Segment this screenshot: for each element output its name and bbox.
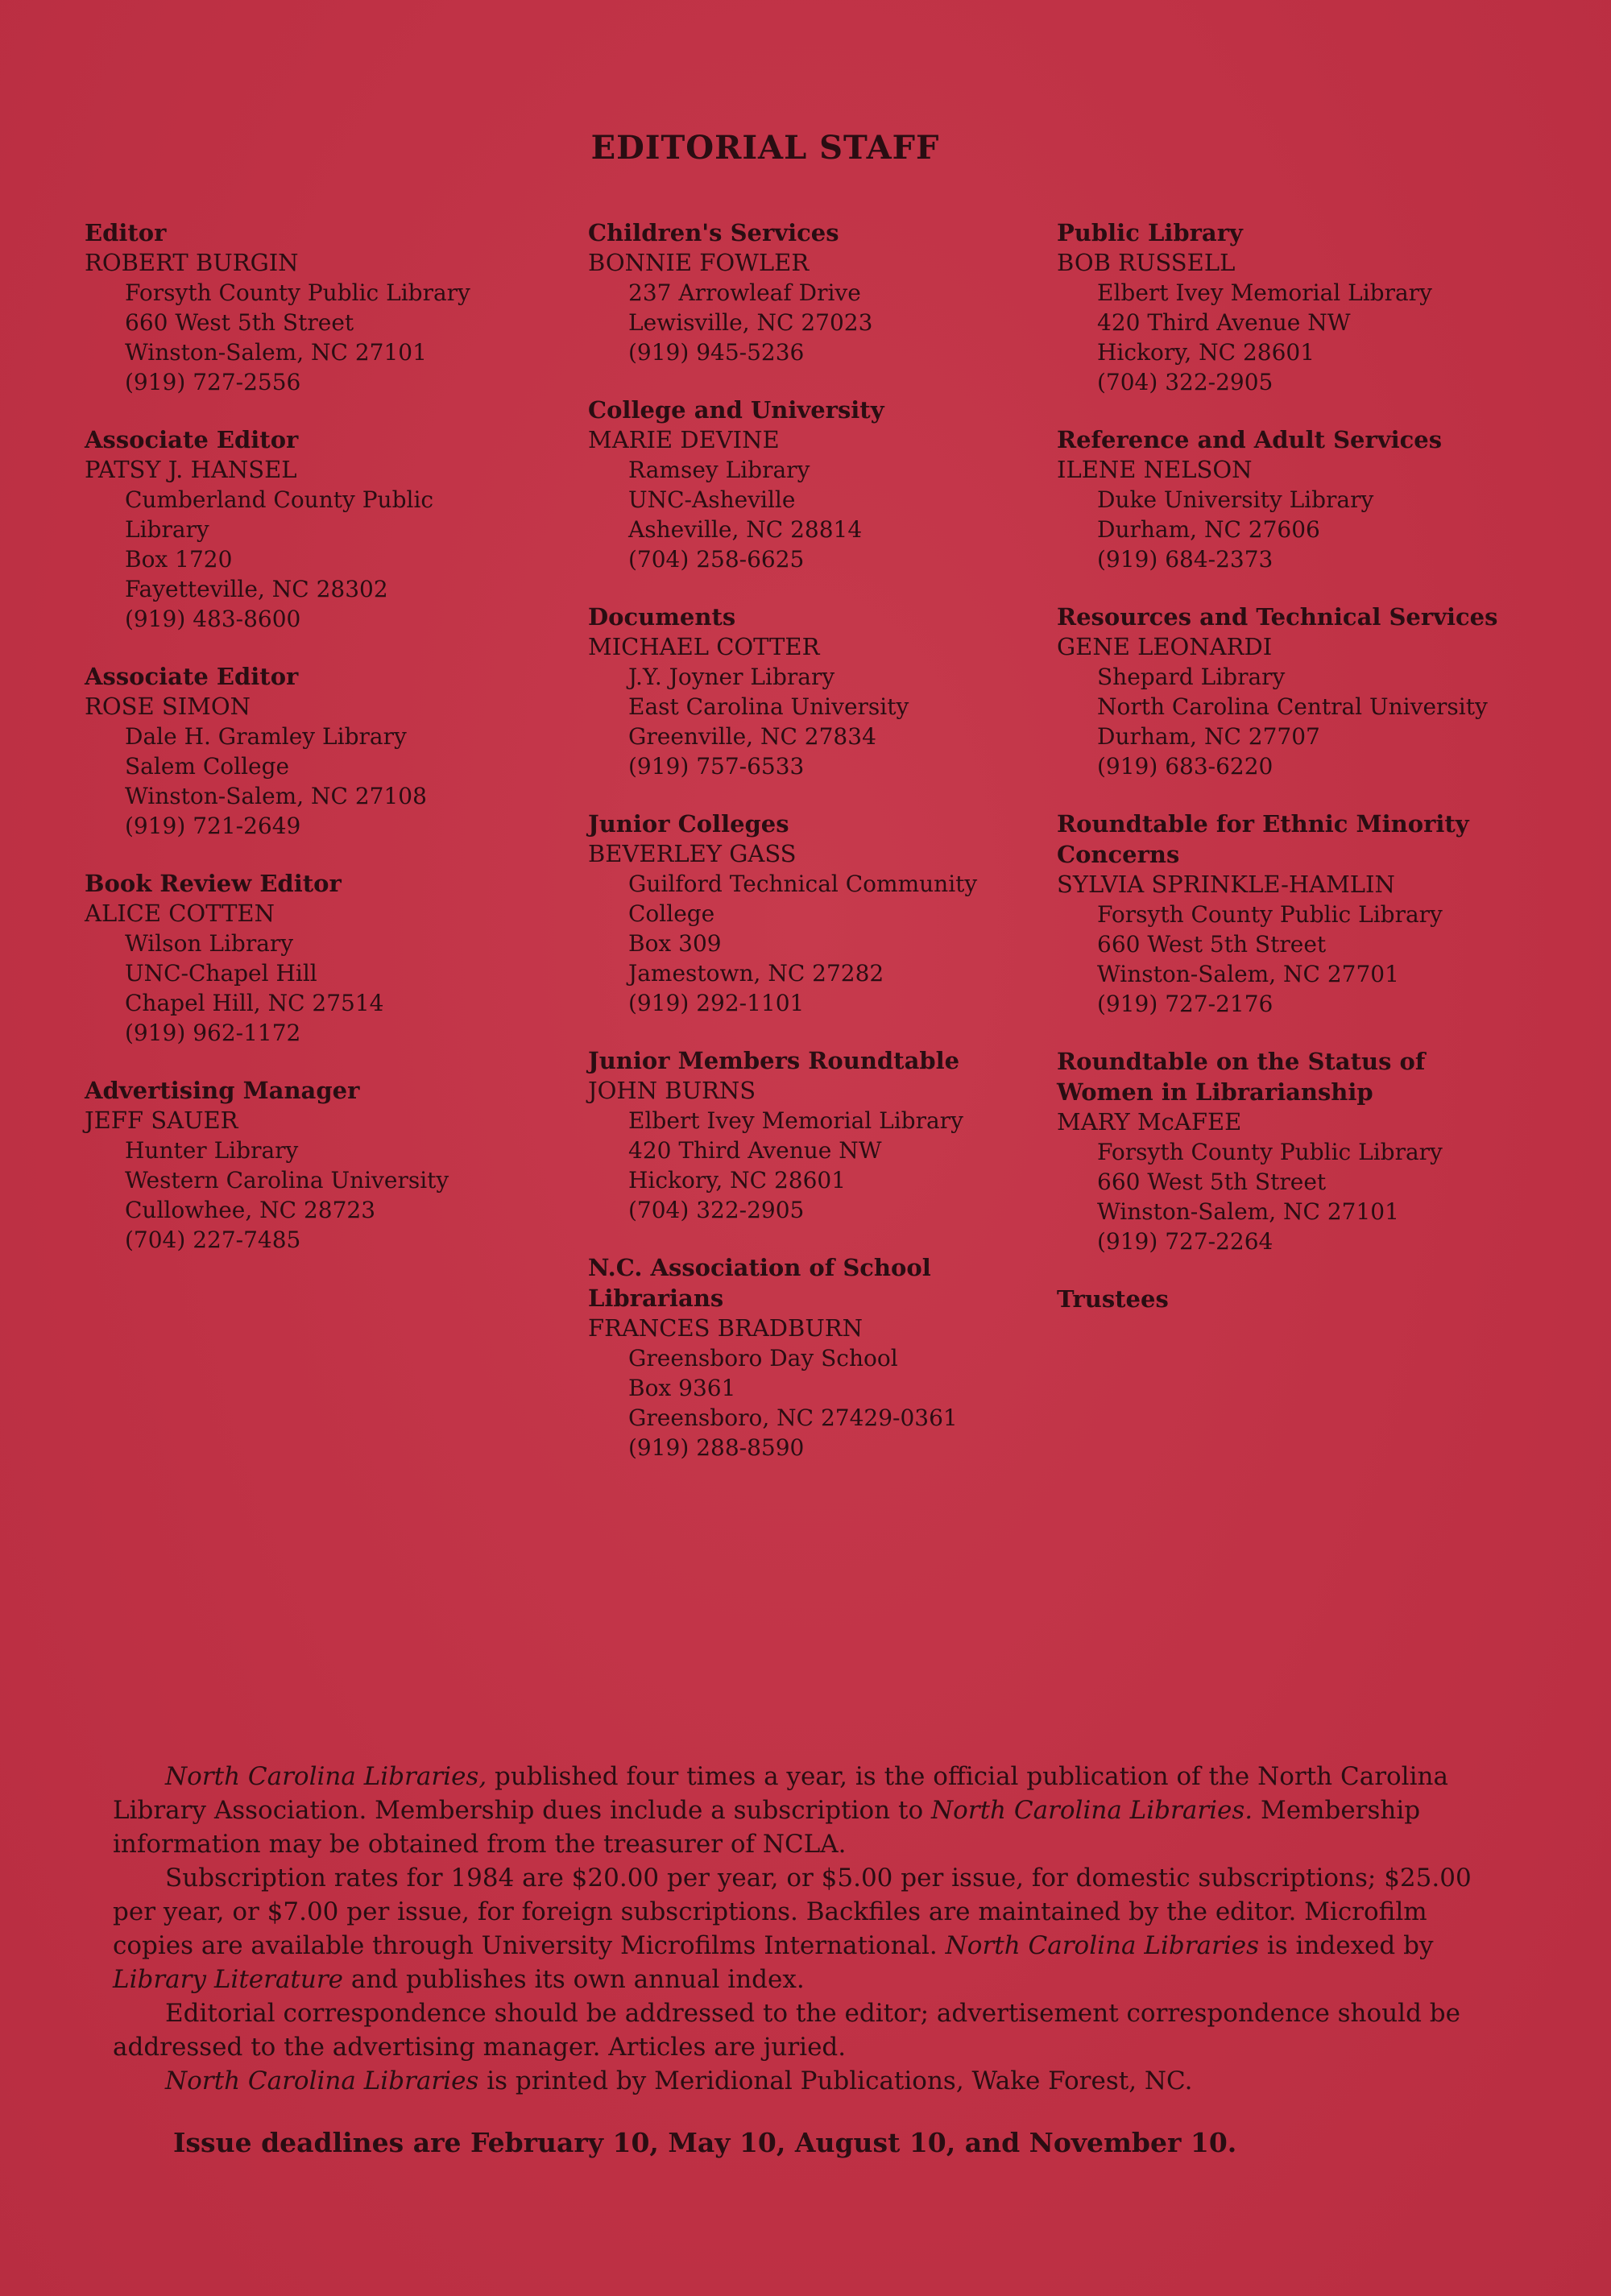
address-line: (919) 288-8590 <box>628 1434 805 1461</box>
address-line: Salem College <box>125 753 290 780</box>
section-heading: Editor <box>85 219 167 246</box>
journal-title: North Carolina Libraries. <box>930 1796 1253 1825</box>
paragraph-text: published four times a year, is the official publication of the North Carolina Library Association. Membership dues include a subscription to <box>113 1762 1448 1825</box>
address-line: Cullowhee, NC 28723 <box>125 1197 376 1223</box>
address-line: Elbert Ivey Memorial Library <box>628 1107 963 1134</box>
address-line: (919) 945-5236 <box>628 339 805 366</box>
section-heading: Roundtable on the Status of Women in Librarianship <box>1057 1048 1426 1106</box>
address-line: Durham, NC 27606 <box>1097 516 1320 543</box>
address-line: (919) 721-2649 <box>125 813 301 839</box>
journal-title: North Carolina Libraries <box>165 2066 479 2095</box>
staff-address <box>588 869 1039 1018</box>
address-line: Winston-Salem, NC 27701 <box>1097 961 1399 987</box>
section-heading: Trustees <box>1057 1285 1169 1313</box>
address-line: East Carolina University <box>628 693 909 720</box>
address-line: (704) 258-6625 <box>628 546 805 573</box>
section-heading: Reference and Adult Services <box>1057 426 1443 453</box>
section-heading: Children's Services <box>588 219 839 246</box>
section-heading: College and University <box>588 396 884 424</box>
address-line: UNC-Asheville <box>628 486 796 513</box>
staff-section <box>85 661 536 841</box>
staff-address <box>85 929 536 1048</box>
address-line: Dale H. Gramley Library <box>125 723 407 750</box>
address-line: Box 9361 <box>628 1375 736 1401</box>
staff-section <box>1057 217 1508 397</box>
address-line: Lewisville, NC 27023 <box>628 309 873 336</box>
publication-info <box>113 1760 1514 2098</box>
address-line: Library <box>125 516 209 543</box>
journal-title: North Carolina Libraries <box>945 1931 1259 1960</box>
section-heading: Book Review Editor <box>85 870 342 897</box>
paragraph-text: Membership information may be obtained from the treasurer of NCLA. <box>113 1796 1421 1859</box>
staff-address <box>85 1136 536 1255</box>
staff-address <box>85 278 536 397</box>
paragraph-text: Subscription rates for 1984 are $20.00 per year, or $5.00 per issue, for domestic subscriptions; $25.00 per year, or $7.00 per issue, for foreign subscriptions. Backfiles are maintained by the editor. Microfilm copies are available through University Microfilms International. <box>113 1864 1472 1960</box>
address-line: J.Y. Joyner Library <box>628 664 835 690</box>
journal-title: North Carolina Libraries, <box>165 1762 487 1791</box>
staff-section <box>85 424 536 634</box>
section-heading: Advertising Manager <box>85 1077 360 1104</box>
staff-address <box>588 1343 1039 1462</box>
address-line: Durham, NC 27707 <box>1097 723 1320 750</box>
address-line: (704) 322-2905 <box>1097 369 1273 395</box>
staff-address <box>85 722 536 841</box>
staff-address <box>1057 662 1508 781</box>
address-line: Box 1720 <box>125 546 233 573</box>
staff-section <box>85 1075 536 1255</box>
section-heading: Junior Members Roundtable <box>588 1047 960 1074</box>
address-line: 237 Arrowleaf Drive <box>628 279 861 306</box>
staff-address <box>1057 278 1508 397</box>
address-line: Hunter Library <box>125 1137 299 1164</box>
section-heading: Junior Colleges <box>588 810 789 838</box>
address-line: 660 West 5th Street <box>1097 931 1327 958</box>
address-line: Winston-Salem, NC 27108 <box>125 783 427 809</box>
staff-address <box>588 1106 1039 1225</box>
staff-section <box>588 395 1039 574</box>
address-line: Winston-Salem, NC 27101 <box>1097 1198 1399 1225</box>
address-line: Elbert Ivey Memorial Library <box>1097 279 1432 306</box>
staff-section <box>1057 1284 1508 1314</box>
staff-column-2 <box>588 217 1039 1490</box>
address-line: Duke University Library <box>1097 486 1374 513</box>
section-heading: Resources and Technical Services <box>1057 603 1498 631</box>
staff-section <box>85 868 536 1048</box>
staff-address <box>588 455 1039 574</box>
staff-name: PATSY J. HANSEL <box>85 456 297 483</box>
address-line: Asheville, NC 28814 <box>628 516 863 543</box>
staff-address <box>1057 1137 1508 1256</box>
address-line: (919) 757-6533 <box>628 753 805 780</box>
staff-address <box>1057 485 1508 574</box>
paragraph-text: is printed by Meridional Publications, Wake Forest, NC. <box>478 2066 1193 2095</box>
staff-name: ILENE NELSON <box>1057 456 1253 483</box>
address-line: Guilford Technical Community <box>628 871 978 897</box>
staff-section <box>1057 424 1508 574</box>
publication-paragraph-4 <box>113 2064 1514 2098</box>
publication-paragraph-1 <box>113 1760 1514 1861</box>
address-line: 660 West 5th Street <box>125 309 354 336</box>
staff-name: JEFF SAUER <box>85 1107 238 1134</box>
staff-name: BEVERLEY GASS <box>588 840 797 867</box>
staff-section <box>588 809 1039 1018</box>
staff-name: ALICE COTTEN <box>85 900 275 927</box>
address-line: Ramsey Library <box>628 457 810 483</box>
paragraph-text: and publishes its own annual index. <box>343 1965 805 1994</box>
staff-section <box>588 602 1039 781</box>
address-line: Fayetteville, NC 28302 <box>125 576 388 602</box>
staff-name: MARIE DEVINE <box>588 426 780 453</box>
staff-name: BOB RUSSELL <box>1057 249 1236 276</box>
address-line: Greenville, NC 27834 <box>628 723 876 750</box>
staff-name: GENE LEONARDI <box>1057 633 1273 660</box>
address-line: UNC-Chapel Hill <box>125 960 317 987</box>
publication-paragraph-2 <box>113 1861 1514 1996</box>
address-line: Western Carolina University <box>125 1167 449 1194</box>
section-heading: Associate Editor <box>85 663 299 690</box>
page-title: EDITORIAL STAFF <box>590 129 940 167</box>
address-line: (919) 962-1172 <box>125 1020 301 1046</box>
address-line: Box 309 <box>628 930 722 957</box>
staff-address <box>85 485 536 634</box>
address-line: (919) 727-2264 <box>1097 1228 1273 1255</box>
publication-paragraph-3: Editorial correspondence should be addressed to the editor; advertisement correspondence should be addressed to the advertising manager. Articles are juried. <box>113 1999 1460 2062</box>
staff-section <box>588 217 1039 367</box>
address-line: Greensboro, NC 27429-0361 <box>628 1404 958 1431</box>
section-heading: Public Library <box>1057 219 1243 246</box>
staff-name: JOHN BURNS <box>588 1077 756 1104</box>
address-line: (704) 227-7485 <box>125 1227 301 1253</box>
staff-name: ROBERT BURGIN <box>85 249 299 276</box>
address-line: 420 Third Avenue NW <box>1097 309 1351 336</box>
address-line: (919) 483-8600 <box>125 606 301 632</box>
section-heading: Documents <box>588 603 736 631</box>
staff-name: BONNIE FOWLER <box>588 249 810 276</box>
address-line: Forsyth County Public Library <box>1097 901 1443 928</box>
staff-address <box>1057 900 1508 1019</box>
address-line: 420 Third Avenue NW <box>628 1137 882 1164</box>
address-line: (704) 322-2905 <box>628 1197 805 1223</box>
staff-name: SYLVIA SPRINKLE-HAMLIN <box>1057 871 1395 898</box>
staff-section <box>588 1045 1039 1225</box>
address-line: Chapel Hill, NC 27514 <box>125 990 384 1016</box>
address-line: Wilson Library <box>125 930 294 957</box>
address-line: 660 West 5th Street <box>1097 1169 1327 1195</box>
staff-section <box>1057 1046 1508 1256</box>
address-line: Forsyth County Public Library <box>125 279 470 306</box>
address-line: (919) 683-6220 <box>1097 753 1273 780</box>
staff-section <box>1057 602 1508 781</box>
address-line: North Carolina Central University <box>1097 693 1488 720</box>
address-line: Greensboro Day School <box>628 1345 898 1371</box>
staff-address <box>588 278 1039 367</box>
paragraph-text: is indexed by <box>1259 1931 1434 1960</box>
staff-name: ROSE SIMON <box>85 693 251 720</box>
section-heading: Associate Editor <box>85 426 299 453</box>
staff-section <box>588 1252 1039 1462</box>
issue-deadlines: Issue deadlines are February 10, May 10, August 10, and November 10. <box>173 2127 1237 2158</box>
staff-name: MICHAEL COTTER <box>588 633 820 660</box>
section-heading: Roundtable for Ethnic Minority Concerns <box>1057 810 1469 868</box>
staff-column-3 <box>1057 217 1508 1342</box>
staff-name: MARY McAFEE <box>1057 1108 1242 1136</box>
address-line: Jamestown, NC 27282 <box>628 960 884 987</box>
address-line: (919) 292-1101 <box>628 990 805 1016</box>
staff-section <box>1057 809 1508 1019</box>
address-line: Hickory, NC 28601 <box>1097 339 1315 366</box>
address-line: (919) 727-2556 <box>125 369 301 395</box>
address-line: Cumberland County Public <box>125 486 434 513</box>
staff-name: FRANCES BRADBURN <box>588 1314 863 1342</box>
address-line: Forsyth County Public Library <box>1097 1139 1443 1165</box>
address-line: (919) 727-2176 <box>1097 991 1273 1017</box>
staff-address <box>588 662 1039 781</box>
address-line: Winston-Salem, NC 27101 <box>125 339 427 366</box>
staff-section <box>85 217 536 397</box>
address-line: College <box>628 900 715 927</box>
address-line: (919) 684-2373 <box>1097 546 1273 573</box>
address-line: Shepard Library <box>1097 664 1286 690</box>
index-title: Library Literature <box>113 1965 344 1994</box>
section-heading: N.C. Association of School Librarians <box>588 1254 931 1312</box>
address-line: Hickory, NC 28601 <box>628 1167 847 1194</box>
staff-column-1 <box>85 217 536 1282</box>
